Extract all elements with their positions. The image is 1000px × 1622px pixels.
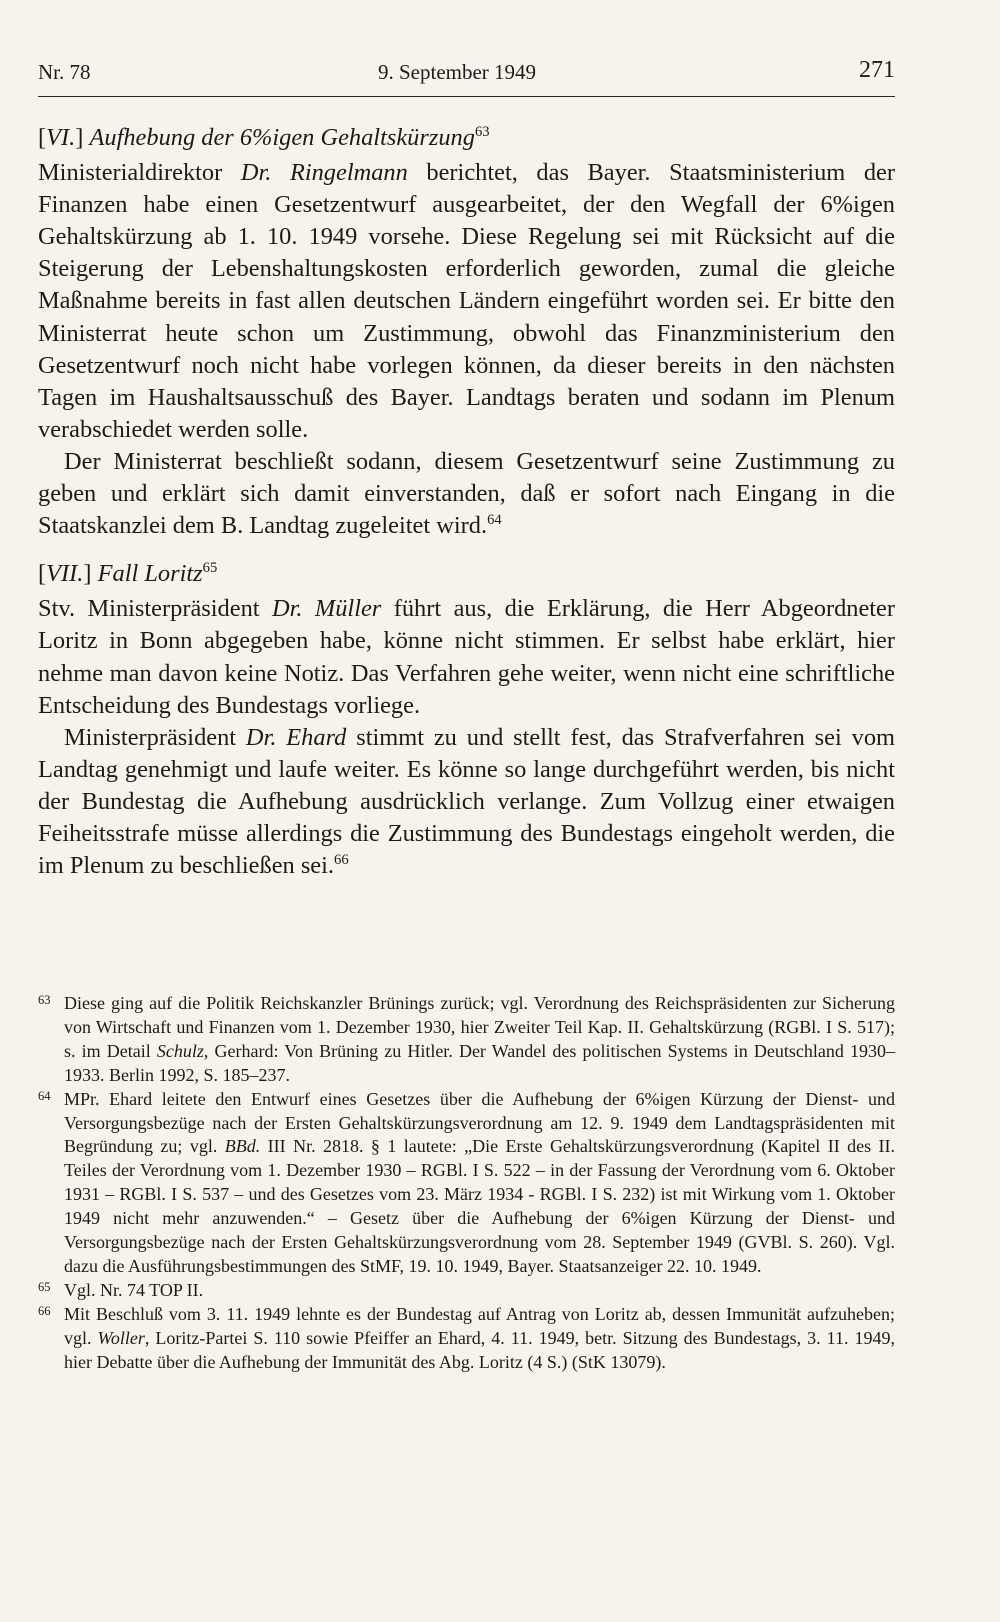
paragraph-text: führt aus, die Erklärung, die Herr Abgeordneter Loritz in Bonn abgegeben habe, könne nicht stimmen. Er selbst habe erklärt, hier nehme man davon keine Notiz. Das Verfahren gehe weiter, wenn nicht eine schriftliche Entscheidung des Bundestags vorliege. [38,595,896,719]
paragraph-text: Stv. Ministerpräsident [38,595,272,623]
paragraph-vii-1 [38,593,895,721]
paragraph-vi-1 [38,157,895,446]
footnote-text: , Gerhard: Von Brüning zu Hitler. Der Wandel des politischen Systems in Deutschland 1930–1933. Berlin 1992, S. 185–237. [64,1040,895,1085]
footnote-text: MPr. Ehard leitete den Entwurf eines Gesetzes über die Aufhebung der 6%igen Kürzung der Dienst- und Versorgungsbezüge nach der Ersten Gehaltskürzungsverordnung am 12. 9. 1949 dem Landtagspräsidenten mit Begründung zu; vgl. [64,1088,895,1157]
session-date: 9. September 1949 [378,60,537,84]
document-page [38,0,895,1622]
footnote-ref-64[interactable]: 64 [487,512,502,528]
footnote-66 [38,1303,895,1375]
paragraph-text: stimmt zu und stellt fest, das Strafverfahren sei vom Landtag genehmigt und laufe weiter. Es könne so lange durchgeführt werden, bis nicht der Bundestag die Aufhebung ausdrücklich verlange. Zum Vollzug einer etwaigen Feiheitsstrafe müsse allerdings die Zustimmung des Bundestags eingeholt werden, die im Plenum zu beschließen sei. [38,723,895,880]
speaker-name: Dr. Müller [271,595,382,623]
section-title-vii: Fall Loritz [97,560,203,588]
running-head [38,56,895,97]
paragraph-text: Ministerpräsident [64,723,246,751]
footnote-text: Vgl. Nr. 74 TOP II. [64,1279,204,1300]
footnote-text: Diese ging auf die Politik Reichskanzler Brünings zurück; vgl. Verordnung des Reichspräsidenten zur Sicherung von Wirtschaft und Finanzen vom 1. Dezember 1930, hier Zweiter Teil Kap. II. Gehaltskürzung (RGBl. I S. 517); s. im Detail [64,993,895,1061]
footnote-64 [38,1088,895,1279]
paragraph-text: Der Ministerrat beschließt sodann, diesem Gesetzentwurf seine Zustimmung zu geben und erklärt sich damit einverstanden, daß er sofort nach Eingang in die Staatskanzlei dem B. Landtag zugeleitet wird. [38,447,895,540]
footnote-number: 64 [38,1088,51,1103]
page-number: 271 [859,57,895,83]
footnote-65 [38,1279,895,1303]
speaker-name: Dr. Ringelmann [240,159,408,187]
footnote-text: Mit Beschluß vom 3. 11. 1949 lehnte es der Bundestag auf Antrag von Loritz ab, dessen Immunität aufzuheben; vgl. [64,1303,895,1348]
footnote-ref-66[interactable]: 66 [334,851,349,868]
footnote-63 [38,992,895,1088]
footnote-number: 66 [38,1303,51,1318]
section-title-vi: Aufhebung der 6%igen Gehaltskürzung [89,124,475,151]
main-text [38,122,895,882]
footnote-ref-65[interactable]: 65 [202,560,218,577]
speaker-name: Dr. Ehard [245,723,347,751]
source-abbrev: BBd. [224,1136,261,1157]
footnote-ref-63[interactable]: 63 [474,123,490,140]
document-number: Nr. 78 [38,60,91,84]
footnote-text: III Nr. 2818. § 1 lautete: „Die Erste Gehaltskürzungsverordnung (Kapitel II des II. Teiles der Verordnung vom 1. Dezember 1930 – RGBl. I S. 522 – in der Fassung der Verordnung vom 6. Oktober 1931 – RGBl. I S. 537 – und des Gesetzes vom 23. März 1934 - RGBl. I S. 232) ist mit Wirkung vom 1. Oktober 1949 nicht mehr anzuwenden.“ – Gesetz über die Aufhebung der 6%igen Kürzung der Dienst- und Versorgungsbezüge nach der Ersten Gehaltskürzungsverordnung vom 28. September 1949 (GVBl. S. 260). Vgl. dazu die Ausführungsbestimmungen des StMF, 19. 10. 1949, Bayer. Staatsanzeiger 22. 10. 1949. [64,1136,896,1276]
paragraph-text: Ministerialdirektor [38,159,241,187]
paragraph-vii-2 [38,722,895,882]
section-roman-vi: VI. [46,124,76,151]
footnotes [38,992,895,1375]
footnote-number: 65 [38,1279,51,1294]
section-heading-vi: [VI.] Aufhebung der 6%igen Gehaltskürzung$^{63}$ [38,123,490,151]
footnote-number: 63 [38,993,51,1007]
section-heading-vii: [VII.] Fall Loritz$^{65}$ [38,560,218,588]
paragraph-text: berichtet, das Bayer. Staatsministerium der Finanzen habe einen Gesetzentwurf ausgearbeitet, der den Wegfall der 6%igen Gehaltskürzung ab 1. 10. 1949 vorsehe. Diese Regelung sei mit Rücksicht auf die Steigerung der Lebenshaltungskosten erforderlich geworden, zumal die gleiche Maßnahme bereits in fast allen deutschen Ländern eingeführt worden sei. Er bitte den Ministerrat heute schon um Zustimmung, obwohl das Finanzministerium den Gesetzentwurf noch nicht habe vorlegen können, da dieser bereits in den nächsten Tagen im Haushaltsausschuß des Bayer. Landtags beraten und sodann im Plenum verabschiedet werden solle. [38,159,895,443]
footnote-text: , Loritz-Partei S. 110 sowie Pfeiffer an Ehard, 4. 11. 1949, betr. Sitzung des Bundestags, 3. 11. 1949, hier Debatte über die Aufhebung der Immunität des Abg. Loritz (4 S.) (StK 13079). [64,1327,895,1372]
section-roman-vii: VII. [46,560,84,588]
author-name: Schulz [156,1040,204,1061]
author-name: Woller [97,1327,145,1348]
paragraph-vi-2 [38,446,895,542]
